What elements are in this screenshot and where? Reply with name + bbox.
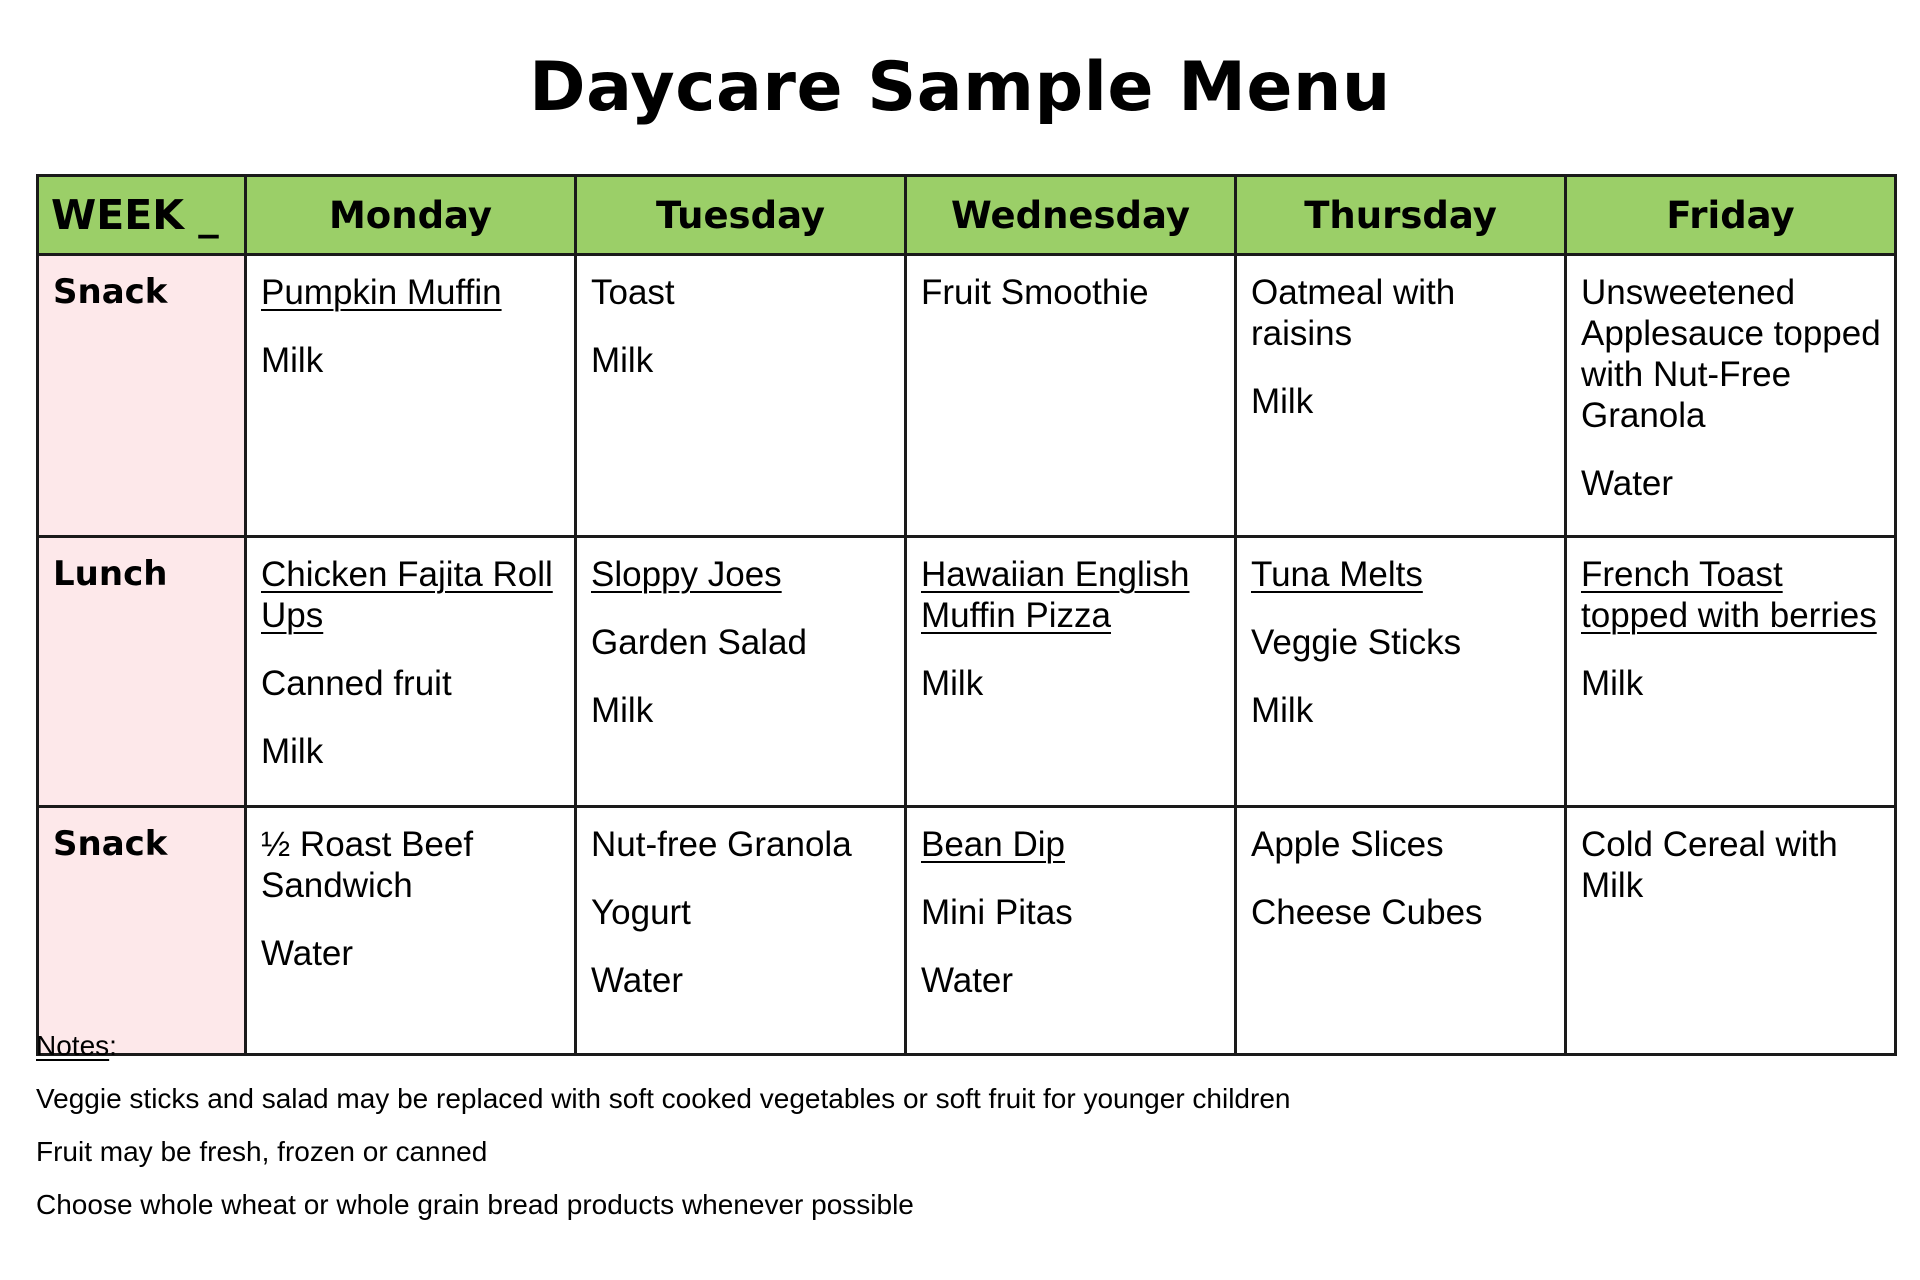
menu-cell <box>1236 255 1566 537</box>
menu-cell <box>1236 537 1566 807</box>
menu-cell <box>906 255 1236 537</box>
menu-item: Water <box>921 961 1014 1000</box>
menu-item: Milk <box>1251 382 1314 421</box>
menu-item: Oatmeal with raisins <box>1251 273 1456 353</box>
menu-cell <box>906 807 1236 1055</box>
meal-row-lunch <box>38 537 1896 807</box>
menu-cell <box>576 807 906 1055</box>
menu-cell <box>1566 807 1896 1055</box>
menu-item: Milk <box>1581 664 1644 703</box>
day-header-friday: Friday <box>1566 176 1896 255</box>
row-label: Snack <box>38 255 246 537</box>
menu-table <box>36 174 1897 1056</box>
notes-heading-text: Notes <box>36 1030 110 1061</box>
menu-item: Milk <box>261 341 324 380</box>
menu-cell <box>576 537 906 807</box>
menu-cell <box>906 537 1236 807</box>
menu-item: ½ Roast Beef Sandwich <box>261 825 474 905</box>
menu-cell <box>246 537 576 807</box>
menu-item: Toast <box>591 273 675 312</box>
menu-item: Fruit Smoothie <box>921 273 1149 312</box>
menu-item: Veggie Sticks <box>1251 623 1462 662</box>
week-label: WEEK _ <box>38 176 246 255</box>
menu-item: Mini Pitas <box>921 893 1073 932</box>
menu-item: Yogurt <box>591 893 691 932</box>
menu-item: Milk <box>591 691 654 730</box>
menu-item: Garden Salad <box>591 623 807 662</box>
menu-cell <box>1566 255 1896 537</box>
menu-cell <box>576 255 906 537</box>
notes-heading: Notes: <box>36 1030 117 1061</box>
menu-cell <box>246 807 576 1055</box>
menu-item: Apple Slices <box>1251 825 1444 864</box>
day-header-tuesday: Tuesday <box>576 176 906 255</box>
menu-item: Canned fruit <box>261 664 452 703</box>
notes-section <box>36 1030 1876 1242</box>
menu-item: Milk <box>921 664 984 703</box>
menu-item: Milk <box>261 732 324 771</box>
menu-item: Milk <box>1251 691 1314 730</box>
menu-item: Chicken Fajita Roll Ups <box>261 555 553 635</box>
menu-item: Pumpkin Muffin <box>261 273 502 312</box>
menu-cell <box>1566 537 1896 807</box>
menu-item: Cold Cereal with Milk <box>1581 825 1838 905</box>
menu-item: Tuna Melts <box>1251 555 1423 594</box>
menu-item: Milk <box>591 341 654 380</box>
header-row <box>38 176 1896 255</box>
menu-item: French Toast topped with berries <box>1581 555 1877 635</box>
menu-cell <box>246 255 576 537</box>
menu-item: Hawaiian English Muffin Pizza <box>921 555 1190 635</box>
row-label: Snack <box>38 807 246 1055</box>
day-header-monday: Monday <box>246 176 576 255</box>
menu-item: Sloppy Joes <box>591 555 782 594</box>
menu-item: Water <box>261 934 354 973</box>
day-header-wednesday: Wednesday <box>906 176 1236 255</box>
menu-cell <box>1236 807 1566 1055</box>
menu-item: Nut-free Granola <box>591 825 852 864</box>
menu-item: Water <box>591 961 684 1000</box>
menu-item: Cheese Cubes <box>1251 893 1483 932</box>
meal-row-morning-snack <box>38 255 1896 537</box>
page-title: Daycare Sample Menu <box>529 48 1391 127</box>
menu-item: Unsweetened Applesauce topped with Nut-Free Granola <box>1581 273 1881 435</box>
menu-item: Water <box>1581 464 1674 503</box>
meal-row-afternoon-snack <box>38 807 1896 1055</box>
day-header-thursday: Thursday <box>1236 176 1566 255</box>
row-label: Lunch <box>38 537 246 807</box>
note-line: Fruit may be fresh, frozen or canned <box>36 1136 488 1167</box>
note-line: Veggie sticks and salad may be replaced with soft cooked vegetables or soft fruit for younger children <box>36 1083 1291 1114</box>
menu-item: Bean Dip <box>921 825 1065 864</box>
note-line: Choose whole wheat or whole grain bread products whenever possible <box>36 1189 914 1220</box>
